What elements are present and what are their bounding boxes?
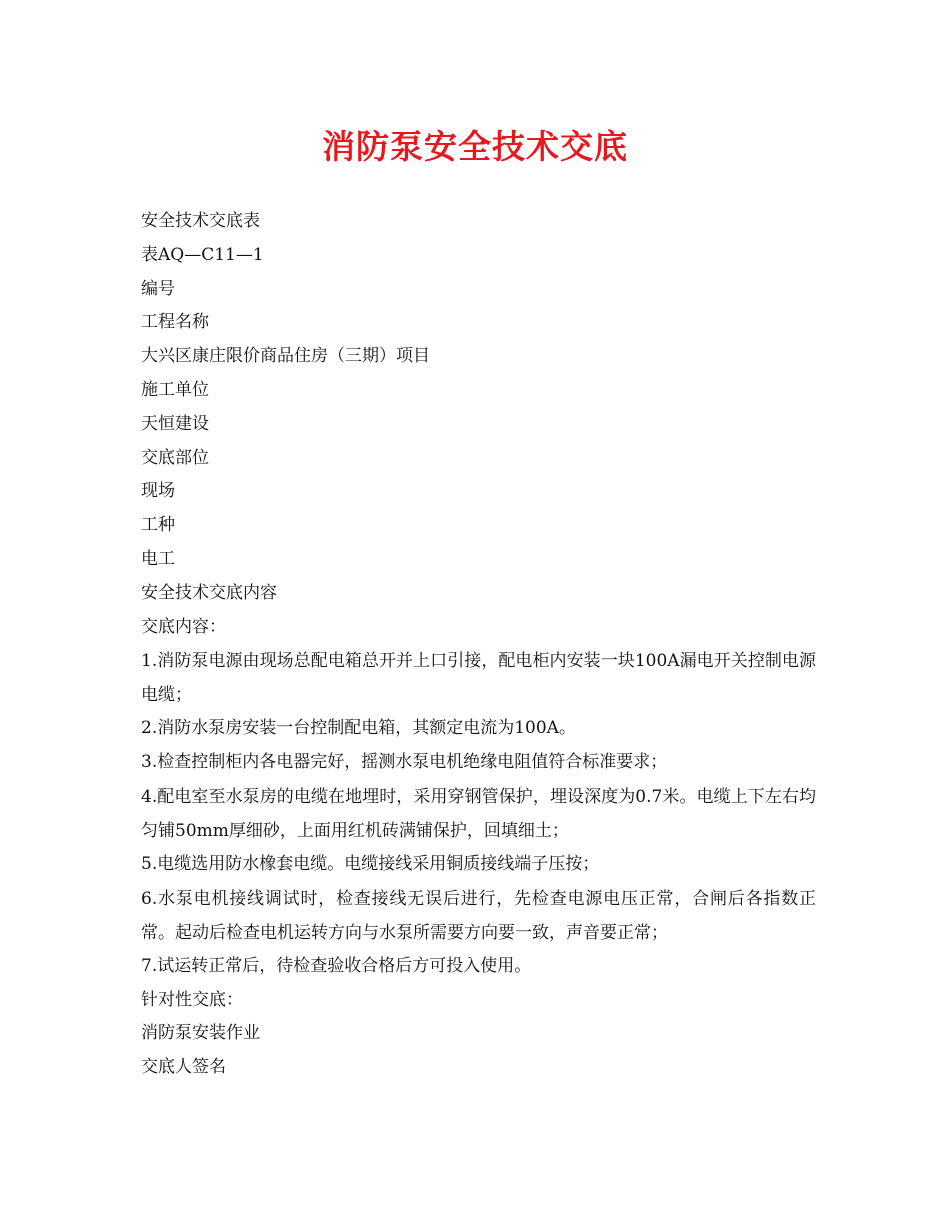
targeted-briefing-label: 针对性交底： xyxy=(141,989,243,1010)
list-item: 5.电缆选用防水橡套电缆。电缆接线采用铜质接线端子压按； xyxy=(141,853,600,874)
number-label: 编号 xyxy=(141,278,175,299)
contractor-value: 天恒建设 xyxy=(141,413,209,434)
location-value: 现场 xyxy=(141,481,175,502)
project-name-value: 大兴区康庄限价商品住房（三期）项目 xyxy=(141,346,430,367)
targeted-briefing-value: 消防泵安装作业 xyxy=(141,1023,260,1044)
list-item: 4.配电室至水泵房的电缆在地埋时，采用穿钢管保护，埋设深度为0.7米。电缆上下左右均匀铺50mm厚细砂，上面用红机砖满铺保护，回填细土； xyxy=(141,786,816,841)
location-label: 交底部位 xyxy=(141,447,209,468)
trade-label: 工种 xyxy=(141,515,175,536)
form-code: 表AQ—C11—1 xyxy=(141,244,264,265)
form-name: 安全技术交底表 xyxy=(141,211,260,231)
list-item: 3.检查控制柜内各电器完好，摇测水泵电机绝缘电阻值符合标准要求； xyxy=(141,752,668,773)
briefing-content-heading: 安全技术交底内容 xyxy=(141,582,277,603)
list-item: 1.消防泵电源由现场总配电箱总开并上口引接，配电柜内安装一块100A漏电开关控制电源电缆； xyxy=(141,651,816,706)
document-title: 消防泵安全技术交底 xyxy=(322,127,628,166)
briefing-content-label: 交底内容： xyxy=(141,616,226,637)
list-item: 6.水泵电机接线调试时，检查接线无误后进行，先检查电源电压正常，合闸后各指数正常。起动后检查电机运转方向与水泵所需要方向要一致，声音要正常； xyxy=(141,888,816,943)
signature-label: 交底人签名 xyxy=(141,1057,226,1078)
document-body xyxy=(141,205,816,1085)
trade-value: 电工 xyxy=(141,548,175,569)
project-name-label: 工程名称 xyxy=(141,312,209,333)
list-item: 7.试运转正常后，待检查验收合格后方可投入使用。 xyxy=(141,955,532,976)
list-item: 2.消防水泵房安装一台控制配电箱，其额定电流为100A。 xyxy=(141,718,576,739)
contractor-label: 施工单位 xyxy=(141,379,209,400)
